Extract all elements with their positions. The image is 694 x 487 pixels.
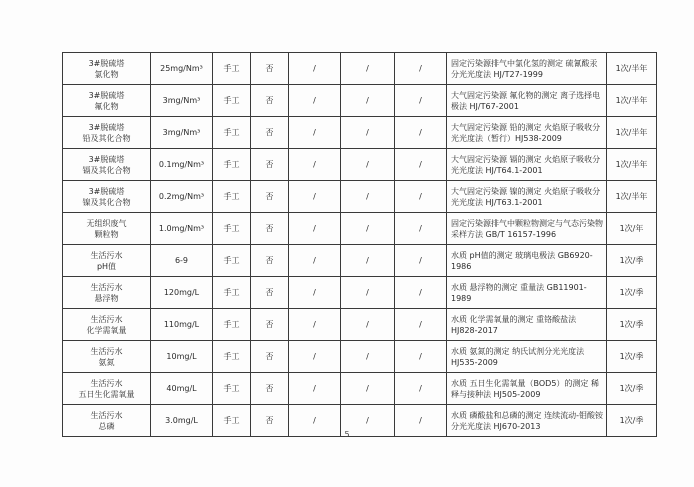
monitoring-mode-cell (213, 341, 251, 373)
frequency-cell-text: 1次/季 (619, 256, 644, 265)
slash-cell (395, 117, 447, 149)
slash-cell-text: / (419, 384, 422, 393)
frequency-cell-text: 1次/半年 (615, 96, 648, 105)
slash-cell (289, 85, 341, 117)
method-cell (447, 149, 607, 181)
monitoring-item-cell-text: 3#脱硫塔 (88, 122, 125, 132)
auto-monitoring-cell (251, 373, 289, 405)
table-row (63, 53, 657, 85)
table-row (63, 341, 657, 373)
limit-cell-text: 25mg/Nm³ (160, 64, 203, 73)
monitoring-mode-cell (213, 181, 251, 213)
frequency-cell-text: 1次/半年 (615, 64, 648, 73)
method-cell-text: 固定污染源排气中氯化氢的测定 硫氰酸汞分光光度法 HJ/T27-1999 (451, 58, 598, 79)
limit-cell (151, 341, 213, 373)
method-cell (447, 341, 607, 373)
monitoring-mode-cell (213, 373, 251, 405)
frequency-cell-text: 1次/季 (619, 288, 644, 297)
limit-cell-text: 110mg/L (163, 320, 200, 329)
monitoring-item-cell-text: 铅及其化合物 (82, 133, 131, 143)
table-body (63, 53, 657, 437)
method-cell-text: 水质 磷酸盐和总磷的测定 连续流动-钼酸铵分光光度法 HJ670-2013 (451, 410, 603, 431)
table-row (63, 277, 657, 309)
monitoring-mode-cell (213, 245, 251, 277)
method-cell-text: 水质 pH值的测定 玻璃电极法 GB6920-1986 (451, 250, 593, 271)
monitoring-item-cell-text: 五日生化需氧量 (78, 389, 135, 399)
monitoring-item-cell-text: 3#脱硫塔 (88, 58, 125, 68)
slash-cell-text: / (366, 416, 369, 425)
auto-monitoring-cell (251, 85, 289, 117)
slash-cell-text: / (419, 128, 422, 137)
method-cell (447, 245, 607, 277)
slash-cell-text: / (313, 128, 316, 137)
auto-monitoring-cell (251, 277, 289, 309)
frequency-cell (607, 149, 657, 181)
monitoring-mode-cell-text: 手工 (223, 224, 240, 233)
auto-monitoring-cell-text: 否 (265, 64, 274, 73)
slash-cell-text: / (313, 160, 316, 169)
slash-cell-text: / (366, 96, 369, 105)
monitoring-item-cell-text: 氟化物 (94, 101, 119, 111)
limit-cell (151, 277, 213, 309)
monitoring-item-cell-text: 生活污水 (90, 250, 123, 260)
frequency-cell (607, 85, 657, 117)
slash-cell-text: / (313, 384, 316, 393)
slash-cell (289, 117, 341, 149)
limit-cell-text: 1.0mg/Nm³ (158, 224, 205, 233)
slash-cell-text: / (313, 64, 316, 73)
slash-cell-text: / (419, 320, 422, 329)
table-row (63, 181, 657, 213)
monitoring-item-cell (63, 181, 151, 213)
limit-cell (151, 373, 213, 405)
limit-cell (151, 117, 213, 149)
limit-cell-text: 40mg/L (166, 384, 197, 393)
method-cell (447, 309, 607, 341)
monitoring-mode-cell (213, 53, 251, 85)
monitoring-item-cell (63, 245, 151, 277)
frequency-cell-text: 1次/半年 (615, 128, 648, 137)
slash-cell-text: / (313, 416, 316, 425)
auto-monitoring-cell-text: 否 (265, 384, 274, 393)
frequency-cell (607, 373, 657, 405)
monitoring-item-cell (63, 309, 151, 341)
auto-monitoring-cell (251, 213, 289, 245)
frequency-cell-text: 1次/年 (619, 224, 644, 233)
limit-cell-text: 10mg/L (166, 352, 197, 361)
slash-cell (289, 53, 341, 85)
frequency-cell (607, 53, 657, 85)
monitoring-mode-cell-text: 手工 (223, 416, 240, 425)
slash-cell-text: / (419, 160, 422, 169)
slash-cell (341, 53, 395, 85)
limit-cell-text: 0.1mg/Nm³ (158, 160, 205, 169)
auto-monitoring-cell-text: 否 (265, 96, 274, 105)
monitoring-item-cell-text: 化学需氧量 (86, 325, 127, 335)
slash-cell-text: / (366, 352, 369, 361)
method-cell (447, 213, 607, 245)
slash-cell (395, 213, 447, 245)
slash-cell-text: / (366, 128, 369, 137)
monitoring-mode-cell-text: 手工 (223, 64, 240, 73)
slash-cell (395, 181, 447, 213)
monitoring-item-cell-text: 3#脱硫塔 (88, 154, 125, 164)
slash-cell (341, 277, 395, 309)
limit-cell (151, 85, 213, 117)
slash-cell-text: / (313, 352, 316, 361)
monitoring-mode-cell-text: 手工 (223, 128, 240, 137)
slash-cell-text: / (366, 160, 369, 169)
slash-cell-text: / (419, 288, 422, 297)
slash-cell-text: / (313, 256, 316, 265)
limit-cell (151, 245, 213, 277)
monitoring-item-cell-text: 氨氮 (98, 357, 115, 367)
limit-cell (151, 213, 213, 245)
method-cell (447, 181, 607, 213)
slash-cell (289, 341, 341, 373)
monitoring-mode-cell-text: 手工 (223, 384, 240, 393)
slash-cell (341, 181, 395, 213)
monitoring-item-cell-text: 悬浮物 (94, 293, 119, 303)
slash-cell (289, 277, 341, 309)
monitoring-item-cell (63, 53, 151, 85)
monitoring-item-cell-text: 生活污水 (90, 378, 123, 388)
auto-monitoring-cell (251, 53, 289, 85)
auto-monitoring-cell-text: 否 (265, 288, 274, 297)
slash-cell-text: / (366, 320, 369, 329)
monitoring-mode-cell-text: 手工 (223, 160, 240, 169)
slash-cell (395, 373, 447, 405)
auto-monitoring-cell-text: 否 (265, 352, 274, 361)
slash-cell (395, 341, 447, 373)
slash-cell-text: / (366, 64, 369, 73)
monitoring-item-cell (63, 373, 151, 405)
auto-monitoring-cell-text: 否 (265, 320, 274, 329)
frequency-cell-text: 1次/半年 (615, 192, 648, 201)
monitoring-item-cell-text: 镍及其化合物 (82, 197, 131, 207)
slash-cell-text: / (366, 256, 369, 265)
monitoring-item-cell-text: 生活污水 (90, 314, 123, 324)
monitoring-mode-cell (213, 117, 251, 149)
monitoring-item-cell (63, 149, 151, 181)
auto-monitoring-cell (251, 149, 289, 181)
table-row (63, 213, 657, 245)
slash-cell-text: / (419, 416, 422, 425)
monitoring-mode-cell (213, 85, 251, 117)
method-cell-text: 水质 悬浮物的测定 重量法 GB11901-1989 (451, 282, 587, 303)
limit-cell (151, 53, 213, 85)
frequency-cell (607, 277, 657, 309)
slash-cell-text: / (419, 96, 422, 105)
frequency-cell (607, 245, 657, 277)
slash-cell (395, 53, 447, 85)
slash-cell (289, 213, 341, 245)
limit-cell-text: 0.2mg/Nm³ (158, 192, 205, 201)
slash-cell-text: / (366, 192, 369, 201)
method-cell (447, 85, 607, 117)
frequency-cell-text: 1次/季 (619, 384, 644, 393)
monitoring-item-cell-text: 氯化物 (94, 69, 119, 79)
monitoring-item-cell-text: 3#脱硫塔 (88, 186, 125, 196)
slash-cell-text: / (419, 192, 422, 201)
auto-monitoring-cell-text: 否 (265, 128, 274, 137)
slash-cell-text: / (313, 288, 316, 297)
slash-cell (341, 117, 395, 149)
slash-cell (341, 309, 395, 341)
monitoring-mode-cell-text: 手工 (223, 288, 240, 297)
monitoring-item-cell (63, 277, 151, 309)
slash-cell (289, 373, 341, 405)
limit-cell-text: 6-9 (174, 256, 189, 265)
limit-cell (151, 149, 213, 181)
auto-monitoring-cell (251, 341, 289, 373)
method-cell (447, 373, 607, 405)
slash-cell (289, 181, 341, 213)
slash-cell-text: / (419, 352, 422, 361)
frequency-cell-text: 1次/季 (619, 352, 644, 361)
slash-cell-text: / (366, 288, 369, 297)
auto-monitoring-cell-text: 否 (265, 192, 274, 201)
limit-cell (151, 309, 213, 341)
monitoring-item-cell-text: 颗粒物 (94, 229, 119, 239)
slash-cell (341, 213, 395, 245)
frequency-cell (607, 117, 657, 149)
slash-cell (341, 341, 395, 373)
slash-cell (289, 309, 341, 341)
method-cell-text: 水质 氨氮的测定 纳氏试剂分光光度法 HJ535-2009 (451, 346, 585, 367)
method-cell-text: 水质 化学需氧量的测定 重铬酸盐法 HJ828-2017 (451, 314, 577, 335)
slash-cell (341, 149, 395, 181)
method-cell (447, 277, 607, 309)
monitoring-mode-cell (213, 213, 251, 245)
slash-cell-text: / (313, 96, 316, 105)
table-row (63, 373, 657, 405)
monitoring-mode-cell-text: 手工 (223, 192, 240, 201)
limit-cell-text: 3mg/Nm³ (162, 128, 201, 137)
method-cell (447, 117, 607, 149)
monitoring-mode-cell-text: 手工 (223, 96, 240, 105)
monitoring-table (62, 52, 657, 437)
auto-monitoring-cell-text: 否 (265, 256, 274, 265)
slash-cell-text: / (419, 224, 422, 233)
monitoring-item-cell-text: pH值 (96, 261, 117, 271)
table-row (63, 149, 657, 181)
limit-cell-text: 3mg/Nm³ (162, 96, 201, 105)
monitoring-item-cell (63, 85, 151, 117)
slash-cell (341, 245, 395, 277)
auto-monitoring-cell (251, 181, 289, 213)
monitoring-item-cell (63, 213, 151, 245)
slash-cell-text: / (419, 64, 422, 73)
auto-monitoring-cell-text: 否 (265, 416, 274, 425)
slash-cell-text: / (313, 224, 316, 233)
frequency-cell (607, 309, 657, 341)
slash-cell-text: / (313, 320, 316, 329)
limit-cell-text: 120mg/L (163, 288, 200, 297)
monitoring-item-cell-text: 无组织废气 (86, 218, 127, 228)
slash-cell-text: / (313, 192, 316, 201)
frequency-cell (607, 181, 657, 213)
method-cell-text: 大气固定污染源 铅的测定 火焰原子吸收分光光度法（暂行）HJ538-2009 (451, 122, 601, 143)
limit-cell-text: 3.0mg/L (165, 416, 198, 425)
slash-cell-text: / (366, 224, 369, 233)
auto-monitoring-cell (251, 245, 289, 277)
auto-monitoring-cell (251, 117, 289, 149)
monitoring-item-cell-text: 镉及其化合物 (82, 165, 131, 175)
slash-cell (289, 149, 341, 181)
monitoring-item-cell (63, 341, 151, 373)
method-cell-text: 大气固定污染源 氟化物的测定 离子选择电极法 HJ/T67-2001 (451, 90, 601, 111)
slash-cell (395, 149, 447, 181)
monitoring-item-cell-text: 生活污水 (90, 410, 123, 420)
table-row (63, 117, 657, 149)
slash-cell (341, 373, 395, 405)
method-cell-text: 大气固定污染源 镉的测定 火焰原子吸收分光光度法 HJ/T64.1-2001 (451, 154, 601, 175)
slash-cell-text: / (366, 384, 369, 393)
monitoring-mode-cell-text: 手工 (223, 320, 240, 329)
monitoring-mode-cell (213, 149, 251, 181)
limit-cell (151, 181, 213, 213)
monitoring-item-cell-text: 3#脱硫塔 (88, 90, 125, 100)
table-row (63, 309, 657, 341)
auto-monitoring-cell-text: 否 (265, 224, 274, 233)
monitoring-item-cell-text: 总磷 (98, 421, 115, 431)
slash-cell (395, 277, 447, 309)
monitoring-item-cell (63, 117, 151, 149)
page-number: 5 (344, 430, 350, 439)
monitoring-mode-cell-text: 手工 (223, 256, 240, 265)
slash-cell (289, 245, 341, 277)
monitoring-mode-cell (213, 309, 251, 341)
monitoring-item-cell-text: 生活污水 (90, 346, 123, 356)
monitoring-mode-cell (213, 277, 251, 309)
method-cell-text: 固定污染源排气中颗粒物测定与气态污染物采样方法 GB/T 16157-1996 (451, 218, 603, 239)
frequency-cell-text: 1次/季 (619, 416, 644, 425)
method-cell-text: 水质 五日生化需氧量（BOD5）的测定 稀释与接种法 HJ505-2009 (451, 378, 599, 399)
frequency-cell (607, 213, 657, 245)
method-cell-text: 大气固定污染源 镍的测定 火焰原子吸收分光光度法 HJ/T63.1-2001 (451, 186, 601, 207)
slash-cell (395, 245, 447, 277)
table-row (63, 85, 657, 117)
auto-monitoring-cell-text: 否 (265, 160, 274, 169)
table-row (63, 245, 657, 277)
method-cell (447, 53, 607, 85)
slash-cell (341, 85, 395, 117)
monitoring-item-cell-text: 生活污水 (90, 282, 123, 292)
frequency-cell (607, 341, 657, 373)
frequency-cell-text: 1次/季 (619, 320, 644, 329)
auto-monitoring-cell (251, 309, 289, 341)
slash-cell (395, 309, 447, 341)
slash-cell (395, 85, 447, 117)
slash-cell-text: / (419, 256, 422, 265)
monitoring-mode-cell-text: 手工 (223, 352, 240, 361)
frequency-cell-text: 1次/半年 (615, 160, 648, 169)
